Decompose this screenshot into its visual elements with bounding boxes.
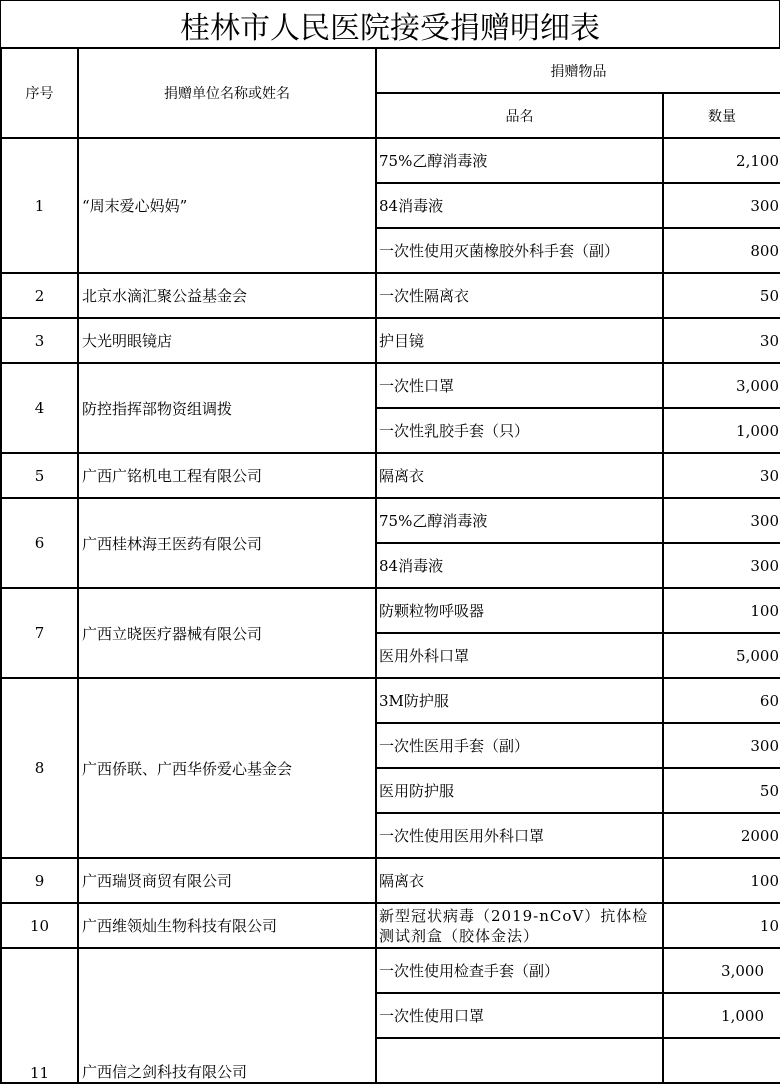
item-name: 75%乙醇消毒液 xyxy=(376,138,663,183)
item-name: 一次性医用手套（副） xyxy=(376,723,663,768)
donor-name: 广西立晓医疗器械有限公司 xyxy=(78,588,376,678)
item-name: 一次性乳胶手套（只） xyxy=(376,408,663,453)
item-quantity: 2,100 xyxy=(663,138,780,183)
header-goods: 捐赠物品 xyxy=(376,48,780,93)
row-index: 3 xyxy=(1,318,78,363)
item-name xyxy=(376,1038,663,1083)
row-index: 11 xyxy=(1,948,78,1083)
item-quantity: 100 xyxy=(663,588,780,633)
item-name: 新型冠状病毒（2019-nCoV）抗体检测试剂盒（胶体金法） xyxy=(376,903,663,948)
table-row xyxy=(1,678,780,723)
item-name: 防颗粒物呼吸器 xyxy=(376,588,663,633)
item-quantity: 300 xyxy=(663,183,780,228)
table-row xyxy=(1,273,780,318)
item-quantity: 10 xyxy=(663,903,780,948)
item-quantity: 30 xyxy=(663,318,780,363)
row-index: 6 xyxy=(1,498,78,588)
item-quantity: 300 xyxy=(663,723,780,768)
table-row xyxy=(1,363,780,408)
row-index: 5 xyxy=(1,453,78,498)
item-name: 护目镜 xyxy=(376,318,663,363)
donor-name: 广西广铭机电工程有限公司 xyxy=(78,453,376,498)
item-quantity: 300 xyxy=(663,498,780,543)
table-row xyxy=(1,138,780,183)
item-quantity: 3,000 xyxy=(663,363,780,408)
table-row xyxy=(1,903,780,948)
item-name: 一次性口罩 xyxy=(376,363,663,408)
donor-name: 大光明眼镜店 xyxy=(78,318,376,363)
row-index: 8 xyxy=(1,678,78,858)
item-name: 隔离衣 xyxy=(376,858,663,903)
item-quantity: 2000 xyxy=(663,813,780,858)
row-index: 7 xyxy=(1,588,78,678)
item-name: 隔离衣 xyxy=(376,453,663,498)
item-name: 84消毒液 xyxy=(376,183,663,228)
donor-name: 防控指挥部物资组调拨 xyxy=(78,363,376,453)
donor-name: “周末爱心妈妈” xyxy=(78,138,376,273)
donor-name: 广西瑞贤商贸有限公司 xyxy=(78,858,376,903)
donor-name: 广西桂林海王医药有限公司 xyxy=(78,498,376,588)
table-row xyxy=(1,948,780,993)
item-quantity: 5,000 xyxy=(663,633,780,678)
donor-name: 广西维领灿生物科技有限公司 xyxy=(78,903,376,948)
item-name: 一次性隔离衣 xyxy=(376,273,663,318)
item-name: 一次性使用检查手套（副） xyxy=(376,948,663,993)
item-quantity: 30 xyxy=(663,453,780,498)
row-index: 2 xyxy=(1,273,78,318)
item-quantity: 50 xyxy=(663,273,780,318)
donor-name: 广西侨联、广西华侨爱心基金会 xyxy=(78,678,376,858)
donor-name: 北京水滴汇聚公益基金会 xyxy=(78,273,376,318)
header-donor: 捐赠单位名称或姓名 xyxy=(78,48,376,138)
item-name: 84消毒液 xyxy=(376,543,663,588)
row-index: 1 xyxy=(1,138,78,273)
item-name: 75%乙醇消毒液 xyxy=(376,498,663,543)
item-quantity: 100 xyxy=(663,858,780,903)
header-index: 序号 xyxy=(1,48,78,138)
item-name: 医用防护服 xyxy=(376,768,663,813)
item-quantity: 60 xyxy=(663,678,780,723)
row-index: 9 xyxy=(1,858,78,903)
item-name: 医用外科口罩 xyxy=(376,633,663,678)
item-quantity: 3,000 xyxy=(663,948,780,993)
header-item-name: 品名 xyxy=(376,93,663,138)
item-quantity: 1,000 xyxy=(663,993,780,1038)
table-row xyxy=(1,588,780,633)
item-name: 一次性使用灭菌橡胶外科手套（副） xyxy=(376,228,663,273)
donor-name: 广西信之剑科技有限公司 xyxy=(78,948,376,1083)
page-title: 桂林市人民医院接受捐赠明细表 xyxy=(0,0,780,48)
table-row xyxy=(1,498,780,543)
header-quantity: 数量 xyxy=(663,93,780,138)
item-quantity: 800 xyxy=(663,228,780,273)
item-quantity: 50 xyxy=(663,768,780,813)
item-name: 一次性使用医用外科口罩 xyxy=(376,813,663,858)
item-name: 一次性使用口罩 xyxy=(376,993,663,1038)
donation-table xyxy=(0,47,780,1084)
row-index: 10 xyxy=(1,903,78,948)
item-name: 3M防护服 xyxy=(376,678,663,723)
table-row xyxy=(1,453,780,498)
item-quantity: 1,000 xyxy=(663,408,780,453)
table-row xyxy=(1,858,780,903)
table-row xyxy=(1,318,780,363)
row-index: 4 xyxy=(1,363,78,453)
item-quantity: 300 xyxy=(663,543,780,588)
item-quantity xyxy=(663,1038,780,1083)
